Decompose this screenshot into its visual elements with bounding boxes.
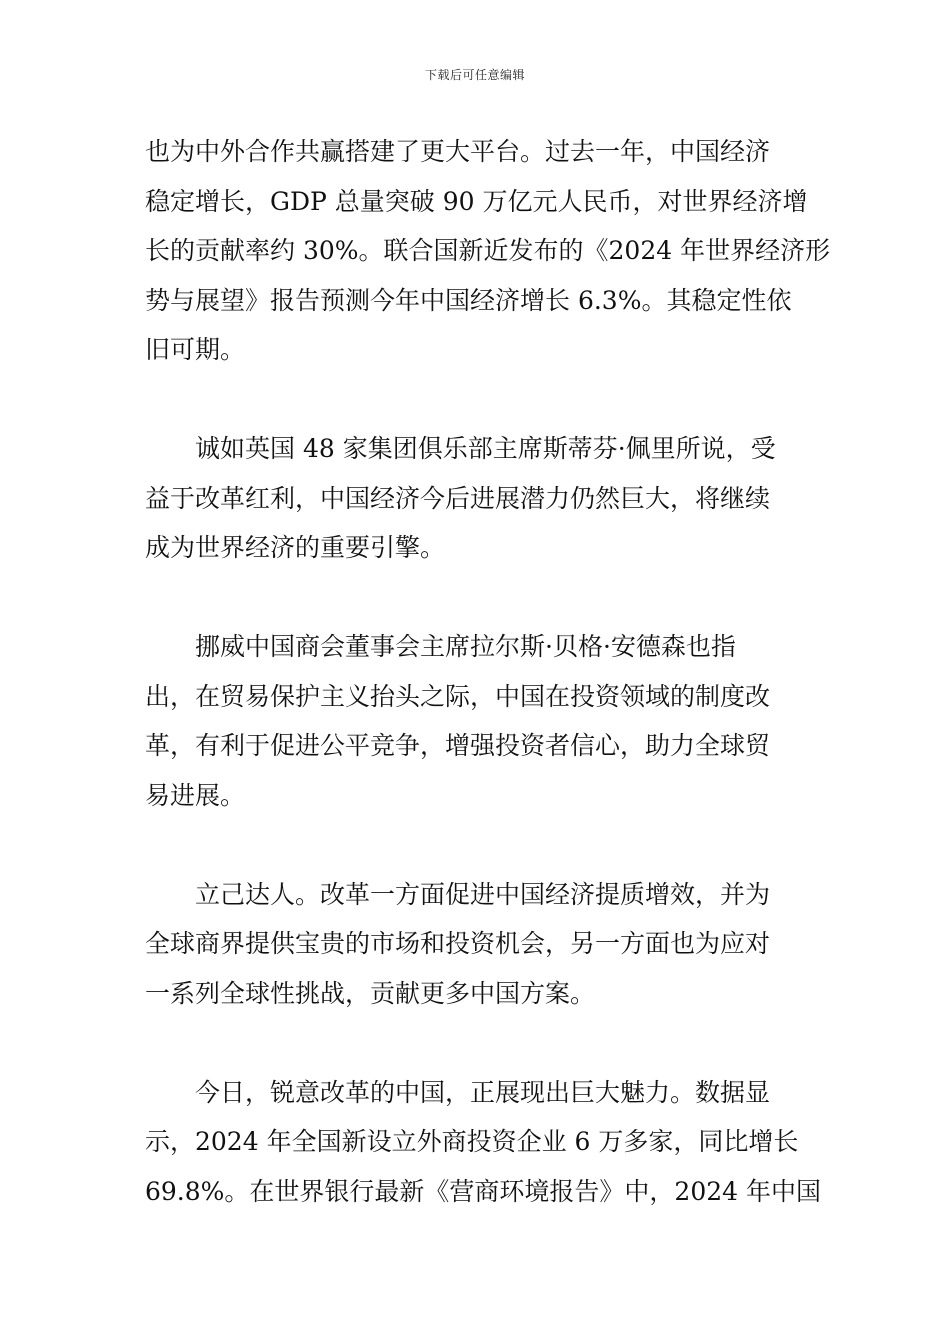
text-line: 示，2024 年全国新设立外商投资企业 6 万多家，同比增长	[145, 1127, 799, 1156]
text-line: 全球商界提供宝贵的市场和投资机会，另一方面也为应对	[145, 929, 771, 958]
text-line: 69.8%。在世界银行最新《营商环境报告》中，2024 年中国	[145, 1176, 821, 1206]
text-line: 成为世界经济的重要引擎。	[145, 533, 446, 562]
text-line: 长的贡献率约 30%。联合国新近发布的《2024 年世界经济形	[145, 236, 831, 265]
text-line: 立己达人。改革一方面促进中国经济提质增效，并为	[195, 879, 771, 909]
text-line: 益于改革红利，中国经济今后进展潜力仍然巨大，将继续	[145, 483, 771, 513]
text-line: 易进展。	[145, 780, 246, 810]
paragraph-5	[145, 1068, 821, 1217]
text-line: 一系列全球性挑战，贡献更多中国方案。	[145, 978, 596, 1008]
paragraph-4	[145, 870, 810, 1019]
text-line: 旧可期。	[145, 335, 246, 364]
text-line: 也为中外合作共赢搭建了更大平台。过去一年，中国经济	[145, 137, 771, 166]
text-line: 今日，锐意改革的中国，正展现出巨大魅力。数据显	[195, 1077, 771, 1107]
paragraph-1	[145, 127, 831, 375]
text-line: 诚如英国 48 家集团俱乐部主席斯蒂芬·佩里所说，受	[195, 434, 776, 463]
paragraph-3	[145, 622, 810, 820]
text-line: 革，有利于促进公平竞争，增强投资者信心，助力全球贸	[145, 731, 771, 760]
text-line: 稳定增长，GDP 总量突破 90 万亿元人民币，对世界经济增	[145, 186, 808, 216]
page-header: 下载后可任意编辑	[424, 68, 525, 82]
text-line: 挪威中国商会董事会主席拉尔斯·贝格·安德森也指	[195, 632, 736, 661]
document-body	[145, 127, 831, 1266]
text-line: 出，在贸易保护主义抬头之际，中国在投资领域的制度改	[145, 681, 771, 711]
paragraph-2	[145, 424, 810, 573]
text-line: 势与展望》报告预测今年中国经济增长 6.3%。其稳定性依	[145, 285, 792, 315]
